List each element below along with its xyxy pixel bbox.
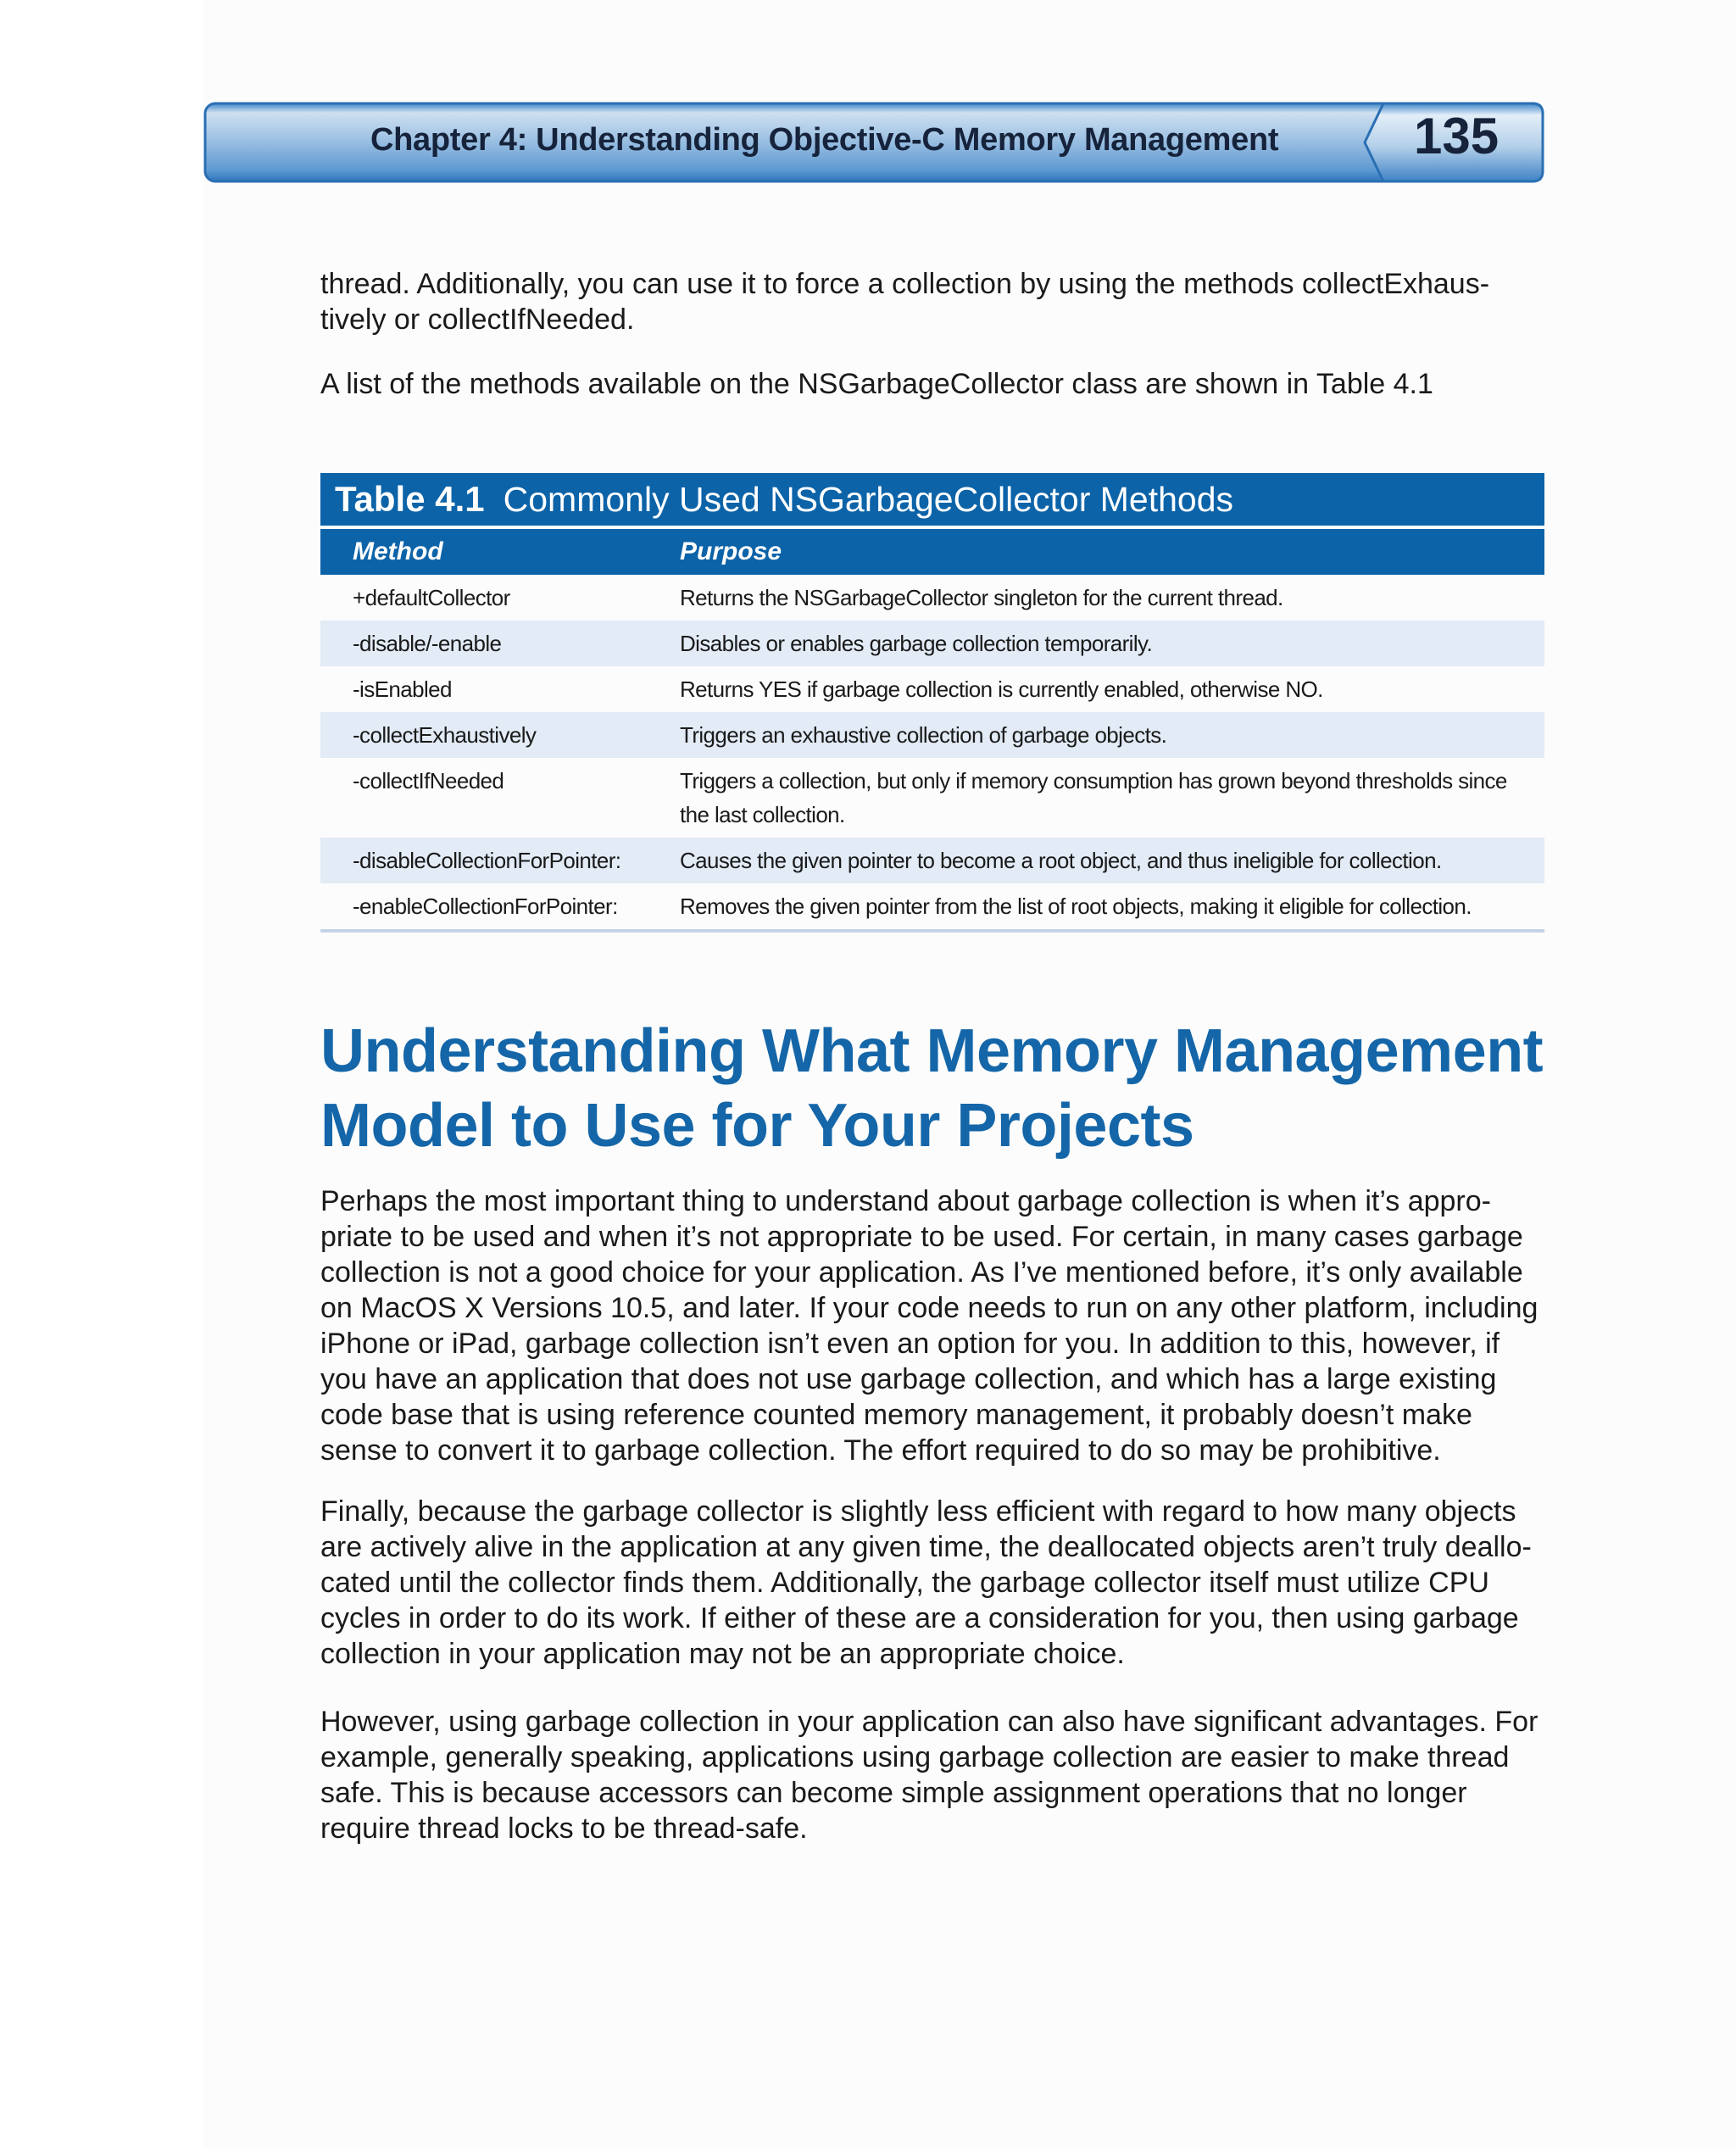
purpose-cell: Disables or enables garbage collection temporarily. <box>680 631 1153 656</box>
table-row <box>320 621 1544 666</box>
page-number: 135 <box>1414 108 1500 164</box>
purpose-cell: Causes the given pointer to become a root object, and thus ineligible for collection. <box>680 848 1442 873</box>
method-cell: -disableCollectionForPointer: <box>353 848 621 873</box>
chapter-header-banner <box>203 102 1544 183</box>
purpose-cell: Triggers an exhaustive collection of garbage objects. <box>680 722 1167 748</box>
method-cell: -collectExhaustively <box>353 722 537 748</box>
method-cell: +defaultCollector <box>353 585 510 610</box>
purpose-cell: Triggers a collection, but only if memory consumption has grown beyond thresholds since the last collection. <box>680 768 1507 827</box>
method-cell: -collectIfNeeded <box>353 768 504 793</box>
purpose-cell: Returns the NSGarbageCollector singleton for the current thread. <box>680 585 1283 610</box>
method-cell: -isEnabled <box>353 676 452 702</box>
table-row <box>320 883 1544 929</box>
table-row <box>320 838 1544 883</box>
methods-table <box>320 473 1544 933</box>
table-row <box>320 575 1544 621</box>
table-row <box>320 758 1544 838</box>
section-paragraph-3: However, using garbage collection in your application can also have significant advantages. For example, generally speaking, applications using garbage collection are easier to make thread safe. This is because accessors can become simple assignment operations that no longer require thread locks to be thread-safe. <box>320 1706 1538 1845</box>
table-row <box>320 666 1544 712</box>
section-paragraph-1: Perhaps the most important thing to understand about garbage collection is when it’s appro-priate to be used and when it’s not appropriate to be used. For certain, in many cases garbage collection is not a good choice for your application. As I’ve mentioned before, it’s only available on MacOS X Versions 10.5, and later. If your code needs to run on any other platform, including iPhone or iPad, garbage collection isn’t even an option for you. In addition to this, however, if you have an application that does not use garbage collection, and which has a large existing code base that is using reference counted memory management, it probably doesn’t make sense to convert it to garbage collection. The effort required to do so may be prohibitive. <box>320 1185 1538 1467</box>
method-cell: -enableCollectionForPointer: <box>353 894 618 919</box>
column-header-purpose: Purpose <box>680 537 782 565</box>
intro-paragraph-2: A list of the methods available on the NSGarbageCollector class are shown in Table 4.1 <box>320 368 1433 400</box>
table-row <box>320 712 1544 758</box>
table-number: Table 4.1 <box>335 479 485 519</box>
purpose-cell: Returns YES if garbage collection is currently enabled, otherwise NO. <box>680 676 1323 702</box>
purpose-cell: Removes the given pointer from the list of root objects, making it eligible for collection. <box>680 894 1472 919</box>
column-header-method: Method <box>353 537 443 565</box>
table-bottom-rule <box>320 929 1544 933</box>
table-title-bar <box>320 473 1544 526</box>
section-heading: Understanding What Memory Management Model to Use for Your Projects <box>320 1017 1544 1160</box>
table-caption: Commonly Used NSGarbageCollector Methods <box>503 479 1234 519</box>
method-cell: -disable/-enable <box>353 631 502 656</box>
section-paragraph-2: Finally, because the garbage collector is slightly less efficient with regard to how many objects are actively alive in the application at any given time, the deallocated objects aren’t truly deallo-cated until the collector finds them. Additionally, the garbage collector itself must utilize CPU cycles in order to do its work. If either of these are a consideration for you, then using garbage collection in your application may not be an appropriate choice. <box>320 1495 1532 1670</box>
table-header-row <box>320 529 1544 575</box>
intro-paragraph-1: thread. Additionally, you can use it to force a collection by using the methods collectExhaus-tively or collectIfNeeded. <box>320 268 1490 336</box>
chapter-title: Chapter 4: Understanding Objective-C Memory Management <box>370 122 1279 158</box>
